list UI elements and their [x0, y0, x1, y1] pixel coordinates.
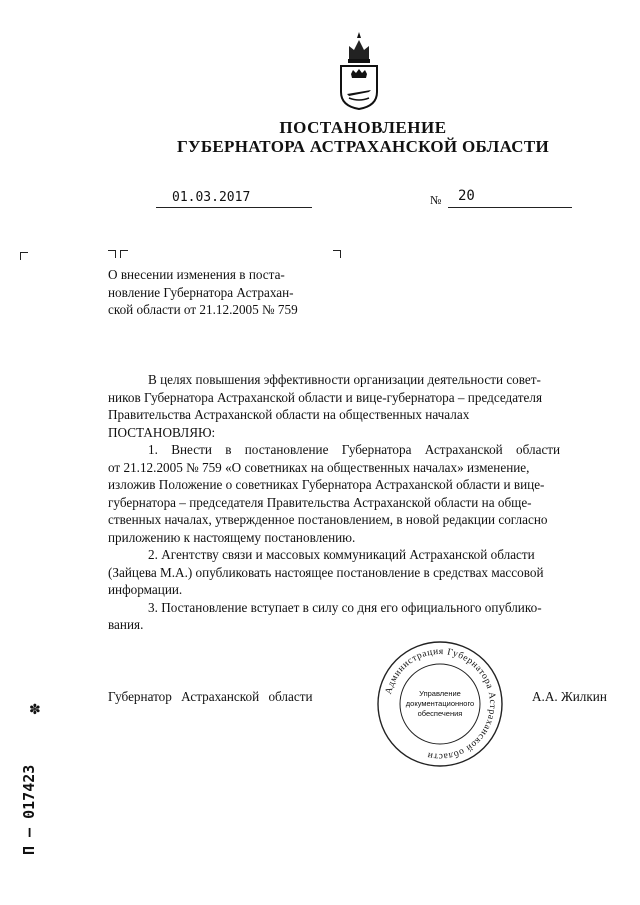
signatory-name: А.А. Жилкин	[532, 689, 607, 704]
date-underline	[156, 207, 312, 208]
coat-of-arms-emblem	[337, 30, 381, 110]
document-subject	[108, 266, 348, 319]
body-line: ственных началах, утвержденное постановлением, в новой редакции согласно	[108, 512, 548, 527]
body-line: информации.	[108, 582, 183, 597]
body-line: вания.	[108, 617, 144, 632]
body-line: Правительства Астраханской области на общественных началах	[108, 407, 470, 422]
document-date: 01.03.2017	[172, 190, 251, 205]
stamp-outer-text: Администрация Губернатора Астраханской области	[383, 646, 498, 762]
body-line: ников Губернатора Астраханской области и вице-губернатора – председателя	[108, 389, 543, 405]
corner-mark-subject-left-b	[120, 250, 128, 258]
form-serial-number: П – 017423	[20, 764, 38, 855]
body-line: приложению к настоящему постановлению.	[108, 529, 356, 545]
corner-mark-subject-right	[333, 250, 341, 258]
document-number: 20	[458, 188, 475, 204]
signatory-position: Губернатор Астраханской области	[108, 689, 313, 704]
document-issuer: ГУБЕРНАТОРА АСТРАХАНСКОЙ ОБЛАСТИ	[176, 137, 550, 156]
corner-mark-left	[20, 252, 28, 260]
body-line: ПОСТАНОВЛЯЮ:	[108, 424, 216, 440]
stamp-inner-line: обеспечения	[417, 709, 463, 718]
document-title: ПОСТАНОВЛЕНИЕ	[279, 118, 447, 137]
body-line: 3. Постановление вступает в силу со дня его официального опублико-	[148, 599, 542, 615]
body-line: В целях повышения эффективности организации деятельности совет-	[148, 372, 541, 387]
stamp-inner-line: документационного	[405, 699, 475, 708]
side-ornament-mark: ✽	[29, 703, 41, 718]
subject-line: новление Губернатора Астрахан-	[108, 284, 294, 300]
body-line: 1. Внести в постановление Губернатора Астраханской области	[148, 442, 561, 457]
stamp-inner-line: Управление	[419, 689, 461, 698]
number-underline	[448, 207, 572, 208]
subject-line: О внесении изменения в поста-	[108, 267, 285, 282]
body-line: изложив Положение о советниках Губернатора Астраханской области и вице-	[108, 477, 545, 492]
body-line: 2. Агентству связи и массовых коммуникаций Астраханской области	[148, 547, 535, 562]
body-line: от 21.12.2005 № 759 «О советниках на общественных началах» изменение,	[108, 459, 530, 475]
body-line: (Зайцева М.А.) опубликовать настоящее постановление в средствах массовой	[108, 564, 544, 580]
corner-mark-subject-left-a	[108, 250, 116, 258]
number-sign: №	[430, 193, 442, 207]
official-stamp	[376, 640, 504, 768]
document-body	[108, 371, 620, 634]
subject-line: ской области от 21.12.2005 № 759	[108, 302, 298, 317]
body-line: губернатора – председателя Правительства Астраханской области на обще-	[108, 494, 532, 510]
